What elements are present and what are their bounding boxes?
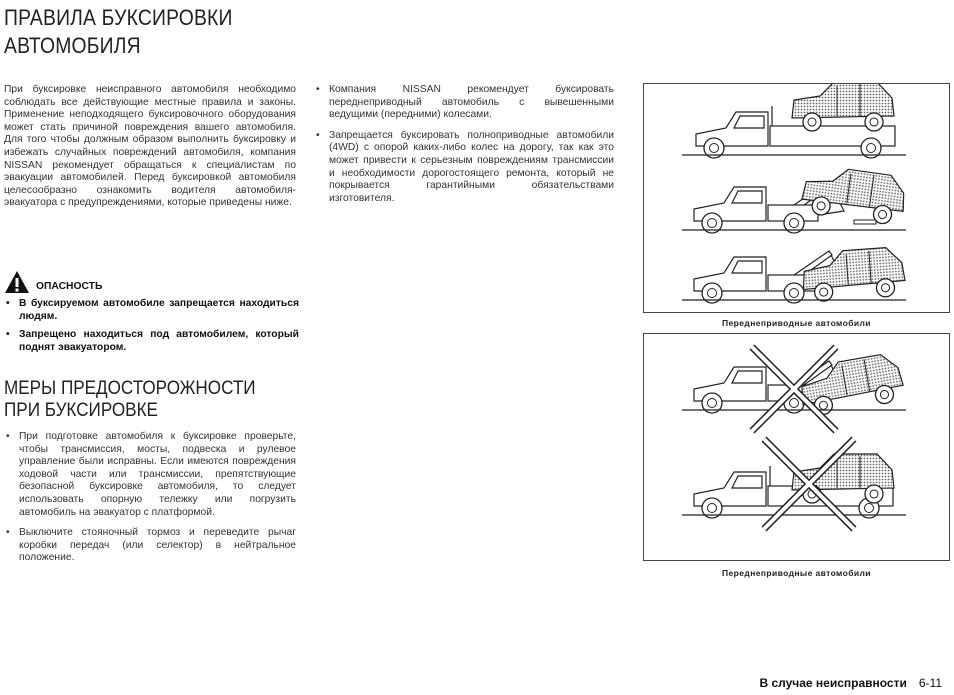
wheel xyxy=(865,113,883,131)
title-line: ПРАВИЛА БУКСИРОВКИ xyxy=(4,5,233,30)
section-heading: МЕРЫ ПРЕДОСТОРОЖНОСТИ ПРИ БУКСИРОВКЕ xyxy=(4,378,256,421)
tow-truck-window xyxy=(732,476,762,488)
car-body xyxy=(792,84,894,118)
precaution-item: • Выключите стояночный тормоз и переведите рычаг коробки передач (или селектор) в нейтральное положение. xyxy=(4,527,296,565)
figure-prohibited-towing xyxy=(643,333,950,561)
middle-item: • Запрещается буксировать полноприводные автомобили (4WD) с опорой каких-либо колес на дорогу, так как это может привести к серьезным повреждениям трансмиссии и необходимости дорогостоящего ремонта, который не покрывается гарантийными обязательствами изготовителя. xyxy=(314,130,614,206)
wheel xyxy=(876,278,895,297)
tow-truck-window xyxy=(732,191,762,203)
tow-dolly xyxy=(854,220,876,224)
figure-caption: Переднеприводные автомобили xyxy=(722,318,871,328)
tow-truck-window xyxy=(734,116,764,128)
precaution-item: • При подготовке автомобиля к буксировке проверьте, чтобы трансмиссия, мосты, подвеска и рулевое управление были исправны. Если имеются повреждения ходовой части или трансмиссии, препятствующие безопасной буксировке автомобиля, то следует использовать опорную тележку или погрузить автомобиль на эвакуатор с платформой. xyxy=(4,431,296,519)
wheel xyxy=(814,283,833,302)
towed-car xyxy=(800,163,908,226)
danger-label: ОПАСНОСТЬ xyxy=(36,281,103,293)
middle-column xyxy=(314,84,614,213)
tow-truck-window xyxy=(732,371,762,383)
danger-item: • В буксируемом автомобиле запрещается находиться людям. xyxy=(4,298,299,323)
figure-caption: Переднеприводные автомобили xyxy=(722,568,871,578)
towing-illustration xyxy=(644,84,949,312)
page-title xyxy=(4,4,233,60)
danger-item: • Запрещено находиться под автомобилем, который поднят эвакуатором. xyxy=(4,329,299,354)
prohibited-towing-illustration xyxy=(644,334,949,560)
towed-car xyxy=(792,84,894,131)
towed-car xyxy=(801,246,906,302)
intro-column xyxy=(4,84,296,218)
figure-allowed-towing xyxy=(643,83,950,313)
middle-item: • Компания NISSAN рекомендует буксировать переднеприводный автомобиль с вывешенными ведущими (передними) колесами. xyxy=(314,84,614,122)
page-footer xyxy=(759,676,942,690)
wheel xyxy=(865,485,883,503)
footer-section: В случае неисправности xyxy=(759,676,907,690)
page-number: 6-11 xyxy=(918,676,942,690)
precautions-list xyxy=(4,431,296,573)
title-line: АВТОМОБИЛЯ xyxy=(4,33,141,58)
intro-paragraph: При буксировке неисправного автомобиля необходимо соблюдать все действующие местные правила и законы. Применение неподходящего буксировочного оборудования может стать причиной повреждения вашего автомобиля. Для того чтобы должным образом выполнить буксировку и избежать случайных повреждений автомобиля, компания NISSAN рекомендует обращаться к специалистам по эвакуации автомобилей. Перед буксировкой автомобиля целесообразно ознакомить водителя автомобиля-эвакуатора с предупреждениями, которые приведены ниже. xyxy=(4,84,296,209)
tow-truck-window xyxy=(732,261,762,273)
wheel xyxy=(803,113,821,131)
danger-block xyxy=(4,270,299,362)
warning-icon xyxy=(4,270,30,294)
